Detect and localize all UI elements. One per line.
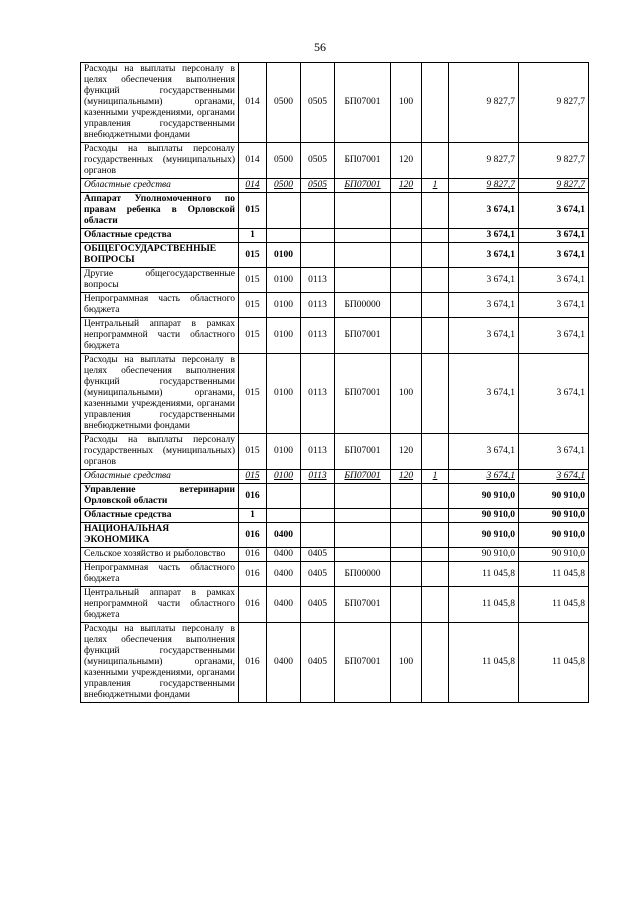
section-code-cell: 0100 [267, 268, 301, 293]
amount-cell-1: 3 674,1 [449, 354, 519, 434]
target-article-cell: БП07001 [335, 143, 391, 179]
row-name-cell: Сельское хозяйство и рыболовство [81, 548, 239, 562]
amount-cell-2: 9 827,7 [519, 63, 589, 143]
ved-code-cell: 015 [239, 470, 267, 484]
funding-source-cell [422, 509, 449, 523]
row-name-cell: Расходы на выплаты персоналу в целях обеспечения выполнения функций государственными (муниципальными) органами, казенными учреждениями, органами управления государственными внебюджетными фондами [81, 623, 239, 703]
expense-type-cell [391, 484, 422, 509]
table-row [81, 179, 589, 193]
subsection-code-cell: 0113 [301, 318, 335, 354]
row-name-cell: Непрограммная часть областного бюджета [81, 293, 239, 318]
amount-cell-2: 90 910,0 [519, 509, 589, 523]
target-article-cell: БП07001 [335, 354, 391, 434]
amount-cell-1: 90 910,0 [449, 484, 519, 509]
funding-source-cell [422, 623, 449, 703]
target-article-cell: БП07001 [335, 318, 391, 354]
table-row [81, 293, 589, 318]
page-number: 56 [314, 40, 326, 54]
target-article-cell: БП07001 [335, 179, 391, 193]
expense-type-cell [391, 193, 422, 229]
subsection-code-cell: 0113 [301, 434, 335, 470]
table-row [81, 193, 589, 229]
table-row [81, 268, 589, 293]
expense-type-cell [391, 587, 422, 623]
expense-type-cell [391, 509, 422, 523]
amount-cell-2: 11 045,8 [519, 623, 589, 703]
amount-cell-2: 3 674,1 [519, 434, 589, 470]
table-row [81, 484, 589, 509]
amount-cell-1: 90 910,0 [449, 523, 519, 548]
amount-cell-2: 3 674,1 [519, 229, 589, 243]
target-article-cell [335, 548, 391, 562]
ved-code-cell: 015 [239, 268, 267, 293]
section-code-cell: 0100 [267, 354, 301, 434]
amount-cell-1: 9 827,7 [449, 179, 519, 193]
amount-cell-1: 3 674,1 [449, 229, 519, 243]
subsection-code-cell [301, 523, 335, 548]
subsection-code-cell: 0405 [301, 587, 335, 623]
amount-cell-2: 90 910,0 [519, 548, 589, 562]
expense-type-cell [391, 268, 422, 293]
funding-source-cell [422, 318, 449, 354]
row-name-cell: Другие общегосударственные вопросы [81, 268, 239, 293]
target-article-cell: БП07001 [335, 63, 391, 143]
funding-source-cell [422, 354, 449, 434]
amount-cell-2: 9 827,7 [519, 179, 589, 193]
subsection-code-cell [301, 229, 335, 243]
subsection-code-cell: 0505 [301, 179, 335, 193]
expense-type-cell [391, 548, 422, 562]
row-name-cell: Управление ветеринарии Орловской области [81, 484, 239, 509]
table-row [81, 548, 589, 562]
table-row [81, 587, 589, 623]
table-row [81, 623, 589, 703]
section-code-cell: 0400 [267, 523, 301, 548]
subsection-code-cell [301, 509, 335, 523]
funding-source-cell [422, 523, 449, 548]
section-code-cell: 0100 [267, 434, 301, 470]
amount-cell-1: 3 674,1 [449, 193, 519, 229]
ved-code-cell: 015 [239, 193, 267, 229]
target-article-cell [335, 484, 391, 509]
ved-code-cell: 014 [239, 179, 267, 193]
ved-code-cell: 1 [239, 229, 267, 243]
section-code-cell: 0100 [267, 318, 301, 354]
subsection-code-cell [301, 193, 335, 229]
subsection-code-cell: 0113 [301, 268, 335, 293]
section-code-cell: 0500 [267, 179, 301, 193]
amount-cell-2: 3 674,1 [519, 268, 589, 293]
amount-cell-2: 3 674,1 [519, 354, 589, 434]
amount-cell-1: 90 910,0 [449, 509, 519, 523]
section-code-cell: 0400 [267, 548, 301, 562]
section-code-cell [267, 229, 301, 243]
table-row [81, 318, 589, 354]
subsection-code-cell: 0505 [301, 143, 335, 179]
expense-type-cell: 100 [391, 63, 422, 143]
amount-cell-1: 11 045,8 [449, 562, 519, 587]
table-row [81, 523, 589, 548]
amount-cell-2: 90 910,0 [519, 523, 589, 548]
table-row [81, 509, 589, 523]
budget-table [80, 62, 589, 703]
section-code-cell: 0500 [267, 63, 301, 143]
funding-source-cell [422, 587, 449, 623]
ved-code-cell: 016 [239, 484, 267, 509]
ved-code-cell: 015 [239, 243, 267, 268]
expense-type-cell [391, 293, 422, 318]
amount-cell-2: 3 674,1 [519, 470, 589, 484]
amount-cell-1: 3 674,1 [449, 293, 519, 318]
row-name-cell: Расходы на выплаты персоналу государственных (муниципальных) органов [81, 434, 239, 470]
section-code-cell: 0500 [267, 143, 301, 179]
expense-type-cell: 100 [391, 354, 422, 434]
subsection-code-cell: 0113 [301, 293, 335, 318]
ved-code-cell: 016 [239, 587, 267, 623]
section-code-cell: 0100 [267, 243, 301, 268]
subsection-code-cell [301, 243, 335, 268]
expense-type-cell [391, 243, 422, 268]
expense-type-cell: 100 [391, 623, 422, 703]
target-article-cell [335, 229, 391, 243]
expense-type-cell [391, 318, 422, 354]
expense-type-cell: 120 [391, 143, 422, 179]
row-name-cell: ОБЩЕГОСУДАРСТВЕННЫЕ ВОПРОСЫ [81, 243, 239, 268]
amount-cell-2: 90 910,0 [519, 484, 589, 509]
subsection-code-cell: 0405 [301, 623, 335, 703]
row-name-cell: Аппарат Уполномоченного по правам ребенка в Орловской области [81, 193, 239, 229]
ved-code-cell: 015 [239, 318, 267, 354]
subsection-code-cell: 0505 [301, 63, 335, 143]
subsection-code-cell: 0113 [301, 470, 335, 484]
amount-cell-2: 11 045,8 [519, 562, 589, 587]
table-row [81, 143, 589, 179]
section-code-cell [267, 484, 301, 509]
subsection-code-cell: 0405 [301, 548, 335, 562]
row-name-cell: Расходы на выплаты персоналу государственных (муниципальных) органов [81, 143, 239, 179]
ved-code-cell: 016 [239, 548, 267, 562]
funding-source-cell [422, 434, 449, 470]
section-code-cell: 0400 [267, 623, 301, 703]
row-name-cell: Областные средства [81, 509, 239, 523]
funding-source-cell [422, 562, 449, 587]
row-name-cell: Областные средства [81, 470, 239, 484]
table-row [81, 229, 589, 243]
target-article-cell: БП07001 [335, 470, 391, 484]
amount-cell-2: 9 827,7 [519, 143, 589, 179]
funding-source-cell: 1 [422, 470, 449, 484]
ved-code-cell: 1 [239, 509, 267, 523]
row-name-cell: Центральный аппарат в рамках непрограммной части областного бюджета [81, 587, 239, 623]
table-row [81, 470, 589, 484]
funding-source-cell [422, 293, 449, 318]
funding-source-cell [422, 193, 449, 229]
row-name-cell: Расходы на выплаты персоналу в целях обеспечения выполнения функций государственными (муниципальными) органами, казенными учреждениями, органами управления государственными внебюджетными фондами [81, 354, 239, 434]
section-code-cell [267, 193, 301, 229]
target-article-cell: БП07001 [335, 623, 391, 703]
amount-cell-1: 3 674,1 [449, 470, 519, 484]
funding-source-cell [422, 143, 449, 179]
section-code-cell: 0400 [267, 562, 301, 587]
table-row [81, 562, 589, 587]
expense-type-cell [391, 229, 422, 243]
funding-source-cell [422, 63, 449, 143]
subsection-code-cell: 0113 [301, 354, 335, 434]
section-code-cell [267, 509, 301, 523]
amount-cell-2: 3 674,1 [519, 318, 589, 354]
table-row [81, 243, 589, 268]
subsection-code-cell: 0405 [301, 562, 335, 587]
funding-source-cell [422, 484, 449, 509]
expense-type-cell: 120 [391, 179, 422, 193]
row-name-cell: Областные средства [81, 229, 239, 243]
amount-cell-1: 90 910,0 [449, 548, 519, 562]
amount-cell-1: 3 674,1 [449, 318, 519, 354]
table-row [81, 434, 589, 470]
ved-code-cell: 016 [239, 562, 267, 587]
amount-cell-1: 3 674,1 [449, 434, 519, 470]
section-code-cell: 0100 [267, 293, 301, 318]
amount-cell-1: 9 827,7 [449, 143, 519, 179]
amount-cell-2: 11 045,8 [519, 587, 589, 623]
row-name-cell: Непрограммная часть областного бюджета [81, 562, 239, 587]
ved-code-cell: 015 [239, 434, 267, 470]
amount-cell-1: 9 827,7 [449, 63, 519, 143]
table-row [81, 63, 589, 143]
subsection-code-cell [301, 484, 335, 509]
section-code-cell: 0400 [267, 587, 301, 623]
amount-cell-1: 11 045,8 [449, 587, 519, 623]
ved-code-cell: 014 [239, 63, 267, 143]
section-code-cell: 0100 [267, 470, 301, 484]
funding-source-cell [422, 229, 449, 243]
table-row [81, 354, 589, 434]
funding-source-cell [422, 243, 449, 268]
ved-code-cell: 016 [239, 523, 267, 548]
target-article-cell [335, 523, 391, 548]
target-article-cell: БП00000 [335, 293, 391, 318]
expense-type-cell: 120 [391, 470, 422, 484]
ved-code-cell: 015 [239, 354, 267, 434]
target-article-cell [335, 193, 391, 229]
amount-cell-2: 3 674,1 [519, 243, 589, 268]
target-article-cell: БП07001 [335, 434, 391, 470]
target-article-cell [335, 268, 391, 293]
expense-type-cell [391, 523, 422, 548]
ved-code-cell: 016 [239, 623, 267, 703]
ved-code-cell: 015 [239, 293, 267, 318]
row-name-cell: НАЦИОНАЛЬНАЯ ЭКОНОМИКА [81, 523, 239, 548]
amount-cell-2: 3 674,1 [519, 293, 589, 318]
target-article-cell: БП00000 [335, 562, 391, 587]
ved-code-cell: 014 [239, 143, 267, 179]
amount-cell-1: 11 045,8 [449, 623, 519, 703]
amount-cell-2: 3 674,1 [519, 193, 589, 229]
expense-type-cell [391, 562, 422, 587]
amount-cell-1: 3 674,1 [449, 268, 519, 293]
row-name-cell: Расходы на выплаты персоналу в целях обеспечения выполнения функций государственными (муниципальными) органами, казенными учреждениями, органами управления государственными внебюджетными фондами [81, 63, 239, 143]
expense-type-cell: 120 [391, 434, 422, 470]
row-name-cell: Областные средства [81, 179, 239, 193]
funding-source-cell: 1 [422, 179, 449, 193]
target-article-cell: БП07001 [335, 587, 391, 623]
funding-source-cell [422, 268, 449, 293]
amount-cell-1: 3 674,1 [449, 243, 519, 268]
target-article-cell [335, 243, 391, 268]
row-name-cell: Центральный аппарат в рамках непрограммной части областного бюджета [81, 318, 239, 354]
funding-source-cell [422, 548, 449, 562]
target-article-cell [335, 509, 391, 523]
